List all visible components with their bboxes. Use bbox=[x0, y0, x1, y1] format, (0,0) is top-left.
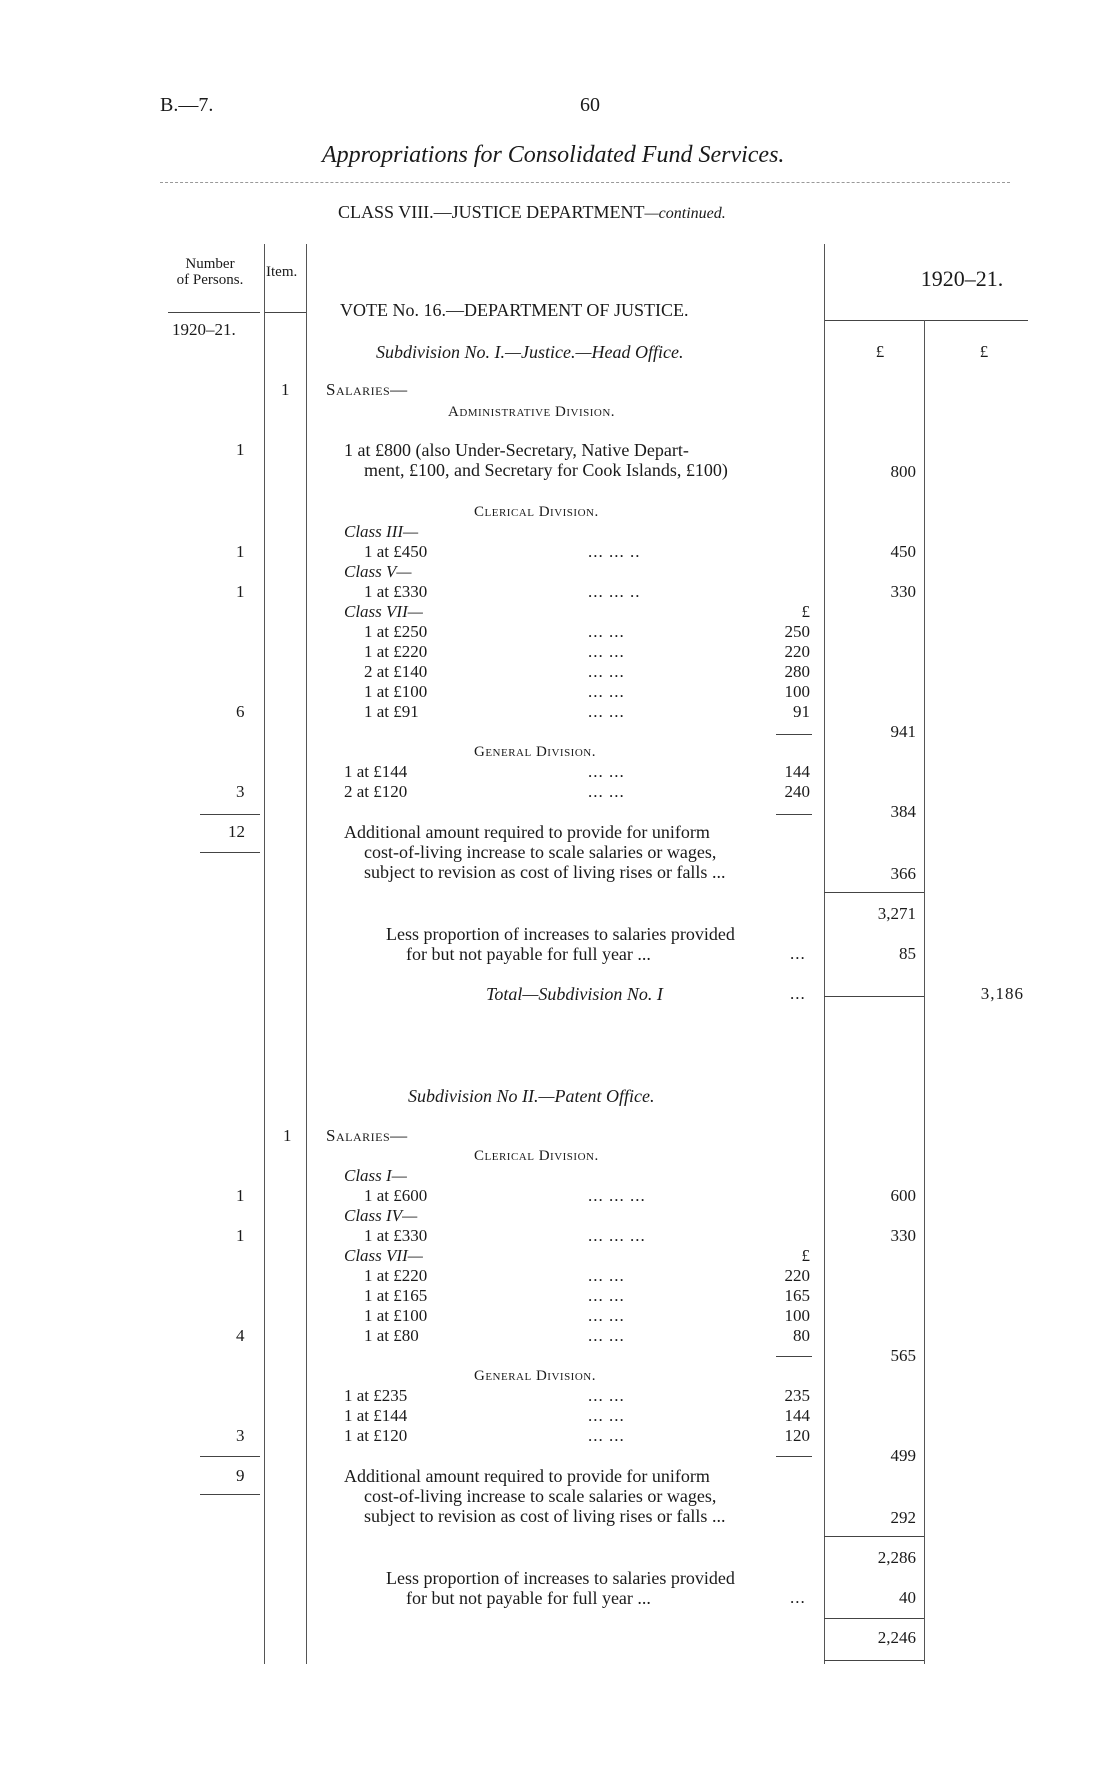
sub1-class-vii-row-value: 280 bbox=[784, 662, 810, 681]
sub1-persons-total-underline bbox=[200, 852, 260, 853]
page-reference: B.—7. bbox=[160, 94, 214, 116]
leader-dots: ... ... bbox=[588, 1266, 625, 1285]
sub2-clerical-division: Clerical Division. bbox=[474, 1148, 599, 1164]
sub2-item-number: 1 bbox=[283, 1126, 292, 1145]
sub2-class-vii-pound: £ bbox=[801, 1246, 810, 1265]
sub1-class-vii-row-label: 1 at £250 bbox=[364, 622, 428, 641]
leader-dots: ... ... bbox=[588, 782, 625, 801]
sub1-administrative-division: Administrative Division. bbox=[448, 404, 616, 420]
sub2-additional-line-3: subject to revision as cost of living rises or falls ... bbox=[364, 1506, 726, 1526]
sub1-general-subtotal-rule bbox=[776, 814, 812, 815]
sub2-class-vii: Class VII— bbox=[344, 1246, 423, 1265]
sub1-general-row-label: 1 at £144 bbox=[344, 762, 408, 781]
sub2-class-vii-total: 565 bbox=[890, 1346, 916, 1365]
sub1-class-iii: Class III— bbox=[344, 522, 419, 541]
sub2-class-iv-persons: 1 bbox=[236, 1226, 245, 1245]
persons-column-rule bbox=[264, 244, 265, 1664]
pound-header-1: £ bbox=[875, 342, 885, 361]
sub2-class-vii-row-value: 220 bbox=[784, 1266, 810, 1285]
sub1-admin-persons: 1 bbox=[236, 440, 245, 459]
class-heading-continued: —continued. bbox=[644, 205, 726, 222]
title-rule bbox=[160, 182, 1010, 183]
sub1-item-number: 1 bbox=[281, 380, 290, 399]
leader-dots: ... ... bbox=[588, 1326, 625, 1345]
sub1-total-amount: 3,186 bbox=[980, 984, 1024, 1003]
sub1-less-amount: 85 bbox=[899, 944, 916, 963]
sub2-general-total: 499 bbox=[890, 1446, 916, 1465]
leader-dots: ... ... bbox=[588, 762, 625, 781]
sub1-class-vii: Class VII— bbox=[344, 602, 423, 621]
sub1-general-persons: 3 bbox=[236, 782, 245, 801]
sub1-class-v-line: 1 at £330 bbox=[364, 582, 428, 601]
sub2-total-persons: 9 bbox=[236, 1466, 245, 1485]
sub1-class-vii-pound: £ bbox=[801, 602, 810, 621]
year-column-header: 1920–21. bbox=[920, 266, 1004, 291]
leader-dots: ... ... ... bbox=[588, 1226, 646, 1245]
sub1-additional-amount: 366 bbox=[890, 864, 916, 883]
sub1-class-iii-line: 1 at £450 bbox=[364, 542, 428, 561]
sub2-class-vii-row-label: 1 at £80 bbox=[364, 1326, 419, 1345]
sub1-admin-amount: 800 bbox=[890, 462, 916, 481]
item-header-rule bbox=[264, 312, 306, 313]
sub1-general-division: General Division. bbox=[474, 744, 596, 760]
leader-dots: ... ... bbox=[588, 1426, 625, 1445]
sub2-additional-line-1: Additional amount required to provide for uniform bbox=[344, 1466, 710, 1486]
item-column-header: Item. bbox=[266, 264, 298, 280]
sub2-class-i-persons: 1 bbox=[236, 1186, 245, 1205]
sub2-net-underline bbox=[824, 1660, 924, 1661]
leader-dots: ... ... bbox=[588, 622, 625, 641]
sub2-less-line-1: Less proportion of increases to salaries provided bbox=[386, 1568, 735, 1588]
class-heading-main: CLASS VIII.—JUSTICE DEPARTMENT bbox=[338, 202, 645, 222]
sub1-less-line-2: for but not payable for full year ... bbox=[406, 944, 651, 964]
leader-dots: ... ... bbox=[588, 682, 625, 701]
sub1-additional-line-2: cost-of-living increase to scale salaries or wages, bbox=[364, 842, 717, 862]
amount-column-rule-1 bbox=[824, 244, 825, 1664]
sub2-class-vii-row-value: 165 bbox=[784, 1286, 810, 1305]
sub2-class-vii-row-label: 1 at £100 bbox=[364, 1306, 428, 1325]
leader-dots: ... bbox=[790, 1588, 806, 1607]
sub2-additional-line-2: cost-of-living increase to scale salaries or wages, bbox=[364, 1486, 717, 1506]
leader-dots: ... ... bbox=[588, 1306, 625, 1325]
class-heading bbox=[338, 202, 726, 223]
sub1-class-vii-row-value: 220 bbox=[784, 642, 810, 661]
sub2-general-subtotal-rule bbox=[776, 1456, 812, 1457]
leader-dots: ... ... ... bbox=[588, 1186, 646, 1205]
sub1-class-v: Class V— bbox=[344, 562, 412, 581]
sub2-sum: 2,286 bbox=[877, 1548, 916, 1567]
year-header-rule bbox=[824, 320, 1028, 321]
sub1-clerical-division: Clerical Division. bbox=[474, 504, 599, 520]
sub2-title: Subdivision No II.—Patent Office. bbox=[408, 1086, 655, 1106]
leader-dots: ... ... bbox=[588, 1386, 625, 1405]
item-column-rule bbox=[306, 244, 307, 1664]
sub1-general-row-value: 240 bbox=[784, 782, 810, 801]
sub2-general-row-label: 1 at £144 bbox=[344, 1406, 408, 1425]
page-number: 60 bbox=[580, 94, 600, 116]
sub2-persons-total-underline bbox=[200, 1494, 260, 1495]
sub2-class-vii-row-label: 1 at £165 bbox=[364, 1286, 428, 1305]
sub2-general-row-value: 120 bbox=[784, 1426, 810, 1445]
sub1-class-v-amount: 330 bbox=[890, 582, 916, 601]
persons-year: 1920–21. bbox=[172, 320, 236, 339]
sub1-admin-line-2: ment, £100, and Secretary for Cook Islands, £100) bbox=[364, 460, 728, 480]
leader-dots: ... ... .. bbox=[588, 542, 641, 561]
sub2-less-line-2: for but not payable for full year ... bbox=[406, 1588, 651, 1608]
leader-dots: ... ... bbox=[588, 1286, 625, 1305]
sub2-class-vii-subtotal-rule bbox=[776, 1356, 812, 1357]
sub1-additional-line-1: Additional amount required to provide for uniform bbox=[344, 822, 710, 842]
sub1-less-line-1: Less proportion of increases to salaries provided bbox=[386, 924, 735, 944]
sub1-total-rule bbox=[824, 996, 924, 997]
sub1-class-vii-persons: 6 bbox=[236, 702, 245, 721]
sub1-class-vii-row-label: 1 at £100 bbox=[364, 682, 428, 701]
sub1-class-vii-row-value: 91 bbox=[793, 702, 810, 721]
amount-column-rule-2 bbox=[924, 320, 925, 1664]
leader-dots: ... ... bbox=[588, 642, 625, 661]
sub1-total-persons: 12 bbox=[228, 822, 245, 841]
sub2-general-division: General Division. bbox=[474, 1368, 596, 1384]
sub2-general-row-label: 1 at £120 bbox=[344, 1426, 408, 1445]
leader-dots: ... ... .. bbox=[588, 582, 641, 601]
sub2-class-iv: Class IV— bbox=[344, 1206, 418, 1225]
sub2-general-row-value: 144 bbox=[784, 1406, 810, 1425]
persons-header-rule bbox=[168, 312, 260, 313]
sub1-class-vii-row-value: 250 bbox=[784, 622, 810, 641]
sub2-class-i-line: 1 at £600 bbox=[364, 1186, 428, 1205]
leader-dots: ... ... bbox=[588, 1406, 625, 1425]
sub2-net: 2,246 bbox=[877, 1628, 916, 1647]
pound-header-2: £ bbox=[979, 342, 989, 361]
sub2-net-rule bbox=[824, 1618, 924, 1619]
sub1-general-row-value: 144 bbox=[784, 762, 810, 781]
sub1-class-iii-persons: 1 bbox=[236, 542, 245, 561]
sub1-sum-rule bbox=[824, 892, 924, 893]
sub2-persons-total-rule bbox=[200, 1456, 260, 1457]
sub1-class-vii-row-label: 1 at £220 bbox=[364, 642, 428, 661]
sub2-sum-rule bbox=[824, 1536, 924, 1537]
sub1-class-vii-total: 941 bbox=[890, 722, 916, 741]
sub2-general-row-label: 1 at £235 bbox=[344, 1386, 408, 1405]
vote-title: VOTE No. 16.—DEPARTMENT OF JUSTICE. bbox=[340, 300, 689, 320]
sub1-class-vii-row-value: 100 bbox=[784, 682, 810, 701]
sub2-additional-amount: 292 bbox=[890, 1508, 916, 1527]
sub1-admin-line-1: 1 at £800 (also Under-Secretary, Native Depart- bbox=[344, 440, 689, 460]
sub1-class-vii-row-label: 1 at £91 bbox=[364, 702, 419, 721]
sub2-class-vii-row-value: 80 bbox=[793, 1326, 810, 1345]
sub2-class-vii-row-value: 100 bbox=[784, 1306, 810, 1325]
sub2-class-vii-row-label: 1 at £220 bbox=[364, 1266, 428, 1285]
sub1-title: Subdivision No. I.—Justice.—Head Office. bbox=[376, 342, 684, 362]
sub2-class-iv-amount: 330 bbox=[890, 1226, 916, 1245]
leader-dots: ... ... bbox=[588, 702, 625, 721]
sub2-less-amount: 40 bbox=[899, 1588, 916, 1607]
persons-column-header: Number of Persons. bbox=[176, 256, 244, 288]
sub2-class-iv-line: 1 at £330 bbox=[364, 1226, 428, 1245]
sub1-class-v-persons: 1 bbox=[236, 582, 245, 601]
sub1-general-row-label: 2 at £120 bbox=[344, 782, 408, 801]
leader-dots: ... bbox=[790, 944, 806, 963]
sub1-salaries-heading: Salaries— bbox=[326, 380, 408, 399]
sub1-additional-line-3: subject to revision as cost of living rises or falls ... bbox=[364, 862, 726, 882]
sub2-general-row-value: 235 bbox=[784, 1386, 810, 1405]
leader-dots: ... bbox=[790, 984, 806, 1003]
sub2-class-i: Class I— bbox=[344, 1166, 407, 1185]
sub1-sum: 3,271 bbox=[877, 904, 916, 923]
sub1-class-iii-amount: 450 bbox=[890, 542, 916, 561]
sub1-general-total: 384 bbox=[890, 802, 916, 821]
sub1-total-label: Total—Subdivision No. I bbox=[486, 984, 663, 1004]
page-title: Appropriations for Consolidated Fund Services. bbox=[322, 142, 785, 168]
sub1-class-vii-row-label: 2 at £140 bbox=[364, 662, 428, 681]
leader-dots: ... ... bbox=[588, 662, 625, 681]
sub1-persons-total-rule bbox=[200, 814, 260, 815]
sub2-class-i-amount: 600 bbox=[890, 1186, 916, 1205]
sub1-class-vii-subtotal-rule bbox=[776, 734, 812, 735]
sub2-salaries-heading: Salaries— bbox=[326, 1126, 408, 1145]
sub2-general-persons: 3 bbox=[236, 1426, 245, 1445]
sub2-class-vii-persons: 4 bbox=[236, 1326, 245, 1345]
